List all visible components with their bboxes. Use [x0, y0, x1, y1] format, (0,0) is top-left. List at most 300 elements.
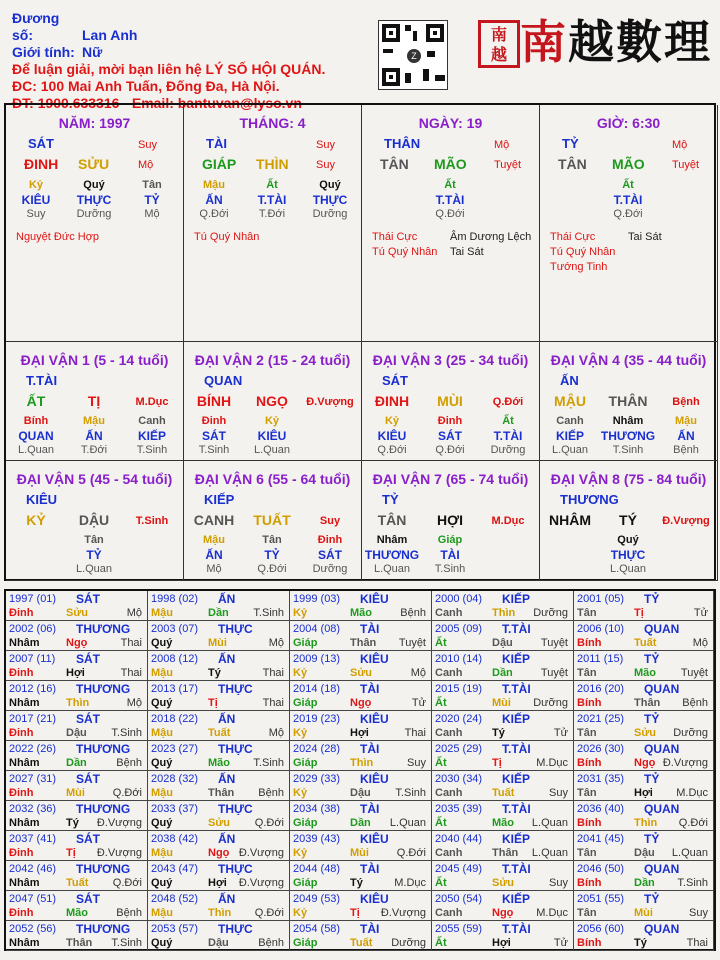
- year-can: Quý: [151, 697, 173, 709]
- hidden-state: L.Quan: [75, 563, 113, 575]
- year-god: THƯƠNG: [76, 742, 131, 756]
- year-state: Q.Đới: [112, 877, 142, 889]
- year-can: Quý: [151, 757, 173, 769]
- pillar-state: Tuyệt: [494, 159, 522, 171]
- year-chi: Sửu: [66, 607, 89, 619]
- year-can: Kỷ: [293, 847, 308, 859]
- hidden-state: L.Quan: [551, 444, 589, 456]
- hidden-state: Q.Đới: [435, 444, 465, 456]
- year-chi: Tuất: [492, 787, 515, 799]
- year-chi: Hợi: [66, 667, 85, 679]
- year-state: Bệnh: [116, 757, 142, 769]
- dai-van-can: KỶ: [26, 512, 46, 528]
- hidden-god: TỶ: [86, 548, 102, 562]
- hidden-state: Mộ: [206, 563, 222, 575]
- year-cell: [290, 861, 432, 891]
- year-chi: Dần: [208, 607, 229, 619]
- year-label: 2026 (30): [577, 743, 625, 755]
- pillar-stem-state: Suy: [138, 139, 157, 151]
- year-chi: Tý: [350, 877, 363, 889]
- year-god: T.TÀI: [502, 922, 531, 936]
- year-cell: [6, 921, 148, 951]
- year-state: L.Quan: [389, 817, 426, 829]
- year-label: 2041 (45): [577, 833, 625, 845]
- year-cell: [432, 921, 574, 951]
- hidden-state: Dưỡng: [312, 208, 348, 220]
- year-chi: Dần: [492, 667, 513, 679]
- year-chi: Thân: [634, 697, 661, 709]
- year-cell: [6, 741, 148, 771]
- year-state: Tuyệt: [680, 667, 708, 679]
- hidden-god: SÁT: [318, 548, 342, 562]
- hidden-god: ẤN: [205, 193, 223, 207]
- year-cell: [148, 621, 290, 651]
- year-god: KIẾP: [502, 652, 531, 666]
- year-state: T.Sinh: [253, 757, 284, 769]
- year-cell: [148, 591, 290, 621]
- year-cell: [432, 891, 574, 921]
- dai-van-cell: [362, 461, 540, 581]
- year-god: THƯƠNG: [76, 922, 131, 936]
- year-can: Tân: [577, 727, 597, 739]
- hidden-stem: Bính: [23, 415, 49, 427]
- year-label: 2051 (55): [577, 893, 625, 905]
- year-label: 2009 (13): [293, 653, 341, 665]
- dai-van-state: Q.Đới: [492, 396, 524, 408]
- year-state: L.Quan: [531, 817, 568, 829]
- year-label: 2028 (32): [151, 773, 199, 785]
- hidden-state: T.Đới: [80, 444, 108, 456]
- pillar-cell: [6, 105, 184, 342]
- year-chi: Thìn: [208, 907, 232, 919]
- year-god: THỰC: [218, 802, 253, 816]
- year-cell: [574, 591, 714, 621]
- dai-van-title: ĐẠI VẬN 5 (45 - 54 tuổi): [16, 471, 173, 487]
- dai-van-cell: [540, 342, 718, 461]
- year-chi: Ngọ: [634, 757, 656, 769]
- year-state: Suy: [689, 907, 708, 919]
- year-god: SÁT: [76, 892, 100, 906]
- year-state: Tuyệt: [398, 637, 426, 649]
- pillar-cell: [540, 105, 718, 342]
- year-chi: Tị: [492, 757, 502, 769]
- year-god: T.TÀI: [502, 682, 531, 696]
- year-god: ẤN: [218, 892, 236, 906]
- year-label: 2022 (26): [9, 743, 57, 755]
- year-label: 2038 (42): [151, 833, 199, 845]
- dai-van-chi: HỢI: [437, 512, 463, 528]
- hidden-state: Q.Đới: [257, 563, 287, 575]
- dai-van-can: BÍNH: [196, 393, 232, 409]
- year-label: 2003 (07): [151, 623, 199, 635]
- year-chi: Thìn: [350, 757, 374, 769]
- year-state: M.Dục: [536, 757, 568, 769]
- dai-van-title: ĐẠI VẬN 1 (5 - 14 tuổi): [20, 352, 169, 368]
- hidden-god: T.TÀI: [257, 193, 287, 207]
- year-state: Thai: [404, 727, 426, 739]
- dai-van-cell: [6, 342, 184, 461]
- year-chi: Dậu: [492, 637, 513, 649]
- year-god: TỶ: [644, 892, 660, 906]
- hidden-stem: Đinh: [437, 415, 463, 427]
- year-label: 2021 (25): [577, 713, 625, 725]
- year-chi: Mão: [66, 907, 88, 919]
- year-cell: [290, 831, 432, 861]
- year-label: 2010 (14): [435, 653, 483, 665]
- year-can: Giáp: [293, 817, 318, 829]
- year-label: 2056 (60): [577, 923, 625, 935]
- year-cell: [6, 621, 148, 651]
- pillar-chi: MÃO: [434, 156, 467, 172]
- year-god: KIẾP: [502, 592, 531, 606]
- hidden-stem: Quý: [319, 179, 341, 191]
- year-can: Đinh: [9, 907, 34, 919]
- year-god: TÀI: [360, 622, 380, 636]
- year-chi: Dần: [634, 877, 655, 889]
- dai-van-god: KIÊU: [26, 492, 58, 507]
- year-state: Tuyệt: [540, 667, 568, 679]
- year-god: ẤN: [218, 652, 236, 666]
- year-chi: Mùi: [634, 907, 653, 919]
- year-chi: Tuất: [634, 637, 657, 649]
- year-god: SÁT: [76, 832, 100, 846]
- year-cell: [432, 681, 574, 711]
- dai-van-chi: TÝ: [619, 512, 637, 528]
- year-cell: [148, 681, 290, 711]
- dai-van-chi: MÙI: [437, 393, 463, 409]
- year-label: 2055 (59): [435, 923, 483, 935]
- year-can: Canh: [435, 847, 463, 859]
- year-label: 2036 (40): [577, 803, 625, 815]
- dai-van-state: Đ.Vượng: [306, 396, 354, 408]
- year-cell: [574, 621, 714, 651]
- year-chi: Tuất: [208, 727, 231, 739]
- pillar-cell: [362, 105, 540, 342]
- year-state: Dưỡng: [673, 727, 708, 739]
- year-god: TỶ: [644, 712, 660, 726]
- pillar-stem-god: TÀI: [206, 136, 227, 151]
- year-state: M.Dục: [676, 787, 708, 799]
- year-chi: Thân: [208, 787, 235, 799]
- dai-van-chi: DẬU: [78, 512, 110, 528]
- year-can: Bính: [577, 637, 602, 649]
- year-label: 2049 (53): [293, 893, 341, 905]
- hidden-god: THƯƠNG: [364, 548, 420, 562]
- year-label: 2013 (17): [151, 683, 199, 695]
- year-chi: Dần: [350, 817, 371, 829]
- year-label: 2047 (51): [9, 893, 57, 905]
- year-label: 2025 (29): [435, 743, 483, 755]
- brand-logo: 南越數理: [520, 15, 712, 69]
- year-can: Tân: [577, 607, 597, 619]
- hidden-state: L.Quan: [17, 444, 55, 456]
- year-can: Mậu: [151, 787, 173, 799]
- year-can: Canh: [435, 907, 463, 919]
- year-chi: Hợi: [492, 937, 511, 949]
- year-can: Bính: [577, 877, 602, 889]
- pillar-state: Suy: [316, 159, 335, 171]
- year-cell: [290, 801, 432, 831]
- year-state: T.Sinh: [677, 877, 708, 889]
- pillar-chi: SỬU: [78, 156, 110, 172]
- dai-van-title: ĐẠI VẬN 8 (75 - 84 tuổi): [550, 471, 707, 487]
- hidden-god: TỶ: [144, 193, 160, 207]
- hidden-god: KIẾP: [137, 429, 167, 443]
- year-state: Mộ: [268, 727, 284, 739]
- year-chi: Tị: [66, 847, 76, 859]
- year-cell: [6, 831, 148, 861]
- pillar-stem-state: Mộ: [494, 139, 510, 151]
- year-god: QUAN: [644, 922, 680, 936]
- dai-van-chi: TUẤT: [253, 512, 291, 528]
- year-cell: [574, 711, 714, 741]
- dai-van-title: ĐẠI VẬN 7 (65 - 74 tuổi): [372, 471, 529, 487]
- year-god: QUAN: [644, 742, 680, 756]
- year-label: 2033 (37): [151, 803, 199, 815]
- year-label: 2030 (34): [435, 773, 483, 785]
- year-chi: Mùi: [208, 637, 227, 649]
- year-state: T.Sinh: [395, 787, 426, 799]
- year-cell: [574, 921, 714, 951]
- pillar-can: GIÁP: [202, 156, 237, 172]
- year-cell: [432, 831, 574, 861]
- year-cell: [290, 591, 432, 621]
- hidden-stem: Kỷ: [28, 179, 44, 191]
- hidden-state: Mộ: [144, 208, 160, 220]
- year-god: T.TÀI: [502, 862, 531, 876]
- year-god: THỰC: [218, 922, 253, 936]
- dai-van-state: Bệnh: [672, 396, 700, 408]
- hidden-state: T.Đới: [258, 208, 286, 220]
- year-chi: Dậu: [350, 787, 371, 799]
- qr-code[interactable]: Z: [378, 20, 448, 90]
- year-can: Ất: [435, 637, 447, 649]
- year-state: Q.Đới: [396, 847, 426, 859]
- dai-van-state: T.Sinh: [135, 515, 169, 527]
- pillar-stem-state: Mộ: [672, 139, 688, 151]
- year-state: Tuyệt: [540, 637, 568, 649]
- hidden-stem: Ất: [444, 179, 456, 191]
- year-label: 2027 (31): [9, 773, 57, 785]
- contact-line-3: ĐT: 1900.633316 - Email: bantuvan@lyso.vn: [12, 95, 302, 111]
- year-label: 2014 (18): [293, 683, 341, 695]
- year-state: Suy: [549, 877, 568, 889]
- year-can: Kỷ: [293, 787, 308, 799]
- hidden-god: THỰC: [76, 193, 112, 207]
- dai-van-god: QUAN: [204, 373, 243, 388]
- dai-van-can: NHÂM: [549, 512, 591, 528]
- hidden-god: THỰC: [312, 193, 348, 207]
- year-cell: [574, 801, 714, 831]
- dai-van-can: CANH: [193, 512, 235, 528]
- year-state: Tử: [553, 727, 568, 739]
- year-chi: Tị: [634, 607, 644, 619]
- year-cell: [148, 861, 290, 891]
- year-state: T.Sinh: [253, 607, 284, 619]
- year-god: KIẾP: [502, 772, 531, 786]
- year-cell: [290, 651, 432, 681]
- year-god: QUAN: [644, 802, 680, 816]
- year-label: 1999 (03): [293, 593, 341, 605]
- year-cell: [148, 891, 290, 921]
- year-cell: [432, 621, 574, 651]
- year-can: Canh: [435, 787, 463, 799]
- year-state: Q.Đới: [112, 787, 142, 799]
- year-state: Thai: [120, 637, 142, 649]
- pillar-stem-god: SÁT: [28, 136, 54, 151]
- year-cell: [148, 921, 290, 951]
- year-god: KIÊU: [360, 592, 389, 606]
- hidden-god: SÁT: [202, 429, 226, 443]
- year-chi: Mão: [492, 817, 514, 829]
- year-cell: [290, 711, 432, 741]
- hidden-state: Q.Đới: [199, 208, 229, 220]
- star-note: Tai Sát: [628, 231, 662, 243]
- dai-van-title: ĐẠI VẬN 2 (15 - 24 tuổi): [194, 352, 351, 368]
- year-chi: Mùi: [350, 847, 369, 859]
- year-can: Giáp: [293, 697, 318, 709]
- year-cell: [574, 681, 714, 711]
- dai-van-god: T.TÀI: [26, 373, 58, 388]
- year-chi: Thân: [350, 637, 377, 649]
- year-state: T.Sinh: [111, 727, 142, 739]
- year-god: TÀI: [360, 922, 380, 936]
- hidden-stem: Mậu: [675, 415, 697, 427]
- year-cell: [432, 711, 574, 741]
- year-label: 2016 (20): [577, 683, 625, 695]
- hidden-state: Q.Đới: [435, 208, 465, 220]
- year-chi: Mùi: [66, 787, 85, 799]
- year-chi: Mão: [634, 667, 656, 679]
- hidden-stem: Mậu: [203, 534, 225, 546]
- year-can: Tân: [577, 787, 597, 799]
- year-label: 2044 (48): [293, 863, 341, 875]
- year-chi: Dần: [66, 757, 87, 769]
- year-state: Q.Đới: [254, 817, 284, 829]
- year-can: Ất: [435, 877, 447, 889]
- year-cell: [148, 651, 290, 681]
- year-cell: [148, 741, 290, 771]
- year-label: 2018 (22): [151, 713, 199, 725]
- year-chi: Mão: [350, 607, 372, 619]
- contact-line-1: Để luận giải, mời bạn liên hệ LÝ SỐ HỘI QUÁN.: [12, 61, 326, 77]
- year-chi: Ngọ: [208, 847, 230, 859]
- year-label: 2008 (12): [151, 653, 199, 665]
- year-can: Kỷ: [293, 907, 308, 919]
- year-label: 2034 (38): [293, 803, 341, 815]
- year-cell: [574, 771, 714, 801]
- year-can: Quý: [151, 937, 173, 949]
- year-chi: Sửu: [350, 667, 373, 679]
- year-label: 2042 (46): [9, 863, 57, 875]
- year-god: ẤN: [218, 592, 236, 606]
- name-value: Lan Anh: [82, 27, 138, 43]
- dai-van-state: Suy: [319, 515, 341, 527]
- year-chi: Tị: [350, 907, 360, 919]
- year-can: Bính: [577, 817, 602, 829]
- hidden-stem: Kỷ: [384, 415, 400, 427]
- year-state: Thai: [262, 667, 284, 679]
- year-can: Quý: [151, 637, 173, 649]
- year-chi: Dậu: [208, 937, 229, 949]
- year-god: THƯƠNG: [76, 682, 131, 696]
- hidden-state: T.Sinh: [136, 444, 168, 456]
- dai-van-state: M.Dục: [491, 515, 525, 527]
- year-chi: Thìn: [66, 697, 90, 709]
- dai-van-can: ĐINH: [374, 393, 410, 409]
- year-cell: [6, 711, 148, 741]
- year-cell: [6, 771, 148, 801]
- year-label: 2024 (28): [293, 743, 341, 755]
- year-state: Q.Đới: [254, 907, 284, 919]
- hidden-god: THƯƠNG: [600, 429, 656, 443]
- hidden-state: Q.Đới: [613, 208, 643, 220]
- dai-van-can: MẬU: [554, 393, 586, 409]
- dai-van-cell: [362, 342, 540, 461]
- year-can: Đinh: [9, 667, 34, 679]
- hidden-state: Dưỡng: [312, 563, 348, 575]
- year-cell: [574, 891, 714, 921]
- year-state: Thai: [120, 667, 142, 679]
- year-cell: [148, 711, 290, 741]
- year-cell: [432, 591, 574, 621]
- dai-van-title: ĐẠI VẬN 4 (35 - 44 tuổi): [550, 352, 707, 368]
- year-cell: [432, 741, 574, 771]
- year-can: Giáp: [293, 937, 318, 949]
- year-chi: Thân: [492, 847, 519, 859]
- year-can: Nhâm: [9, 637, 40, 649]
- year-god: SÁT: [76, 652, 100, 666]
- year-chi: Tị: [208, 697, 218, 709]
- year-label: 2046 (50): [577, 863, 625, 875]
- year-god: KIẾP: [502, 832, 531, 846]
- year-state: Bệnh: [116, 907, 142, 919]
- year-label: 2020 (24): [435, 713, 483, 725]
- gender-label: Giới tính:: [12, 44, 75, 60]
- year-can: Bính: [577, 937, 602, 949]
- hidden-state: T.Sinh: [198, 444, 230, 456]
- year-label: 2002 (06): [9, 623, 57, 635]
- year-state: Đ.Vượng: [380, 907, 426, 919]
- year-cell: [574, 861, 714, 891]
- dai-van-cell: [184, 461, 362, 581]
- year-god: SÁT: [76, 712, 100, 726]
- year-can: Canh: [435, 667, 463, 679]
- pillar-title: GIỜ: 6:30: [596, 115, 661, 131]
- year-cell: [574, 741, 714, 771]
- year-state: L.Quan: [531, 847, 568, 859]
- year-state: Bệnh: [258, 787, 284, 799]
- year-god: TỶ: [644, 772, 660, 786]
- year-chi: Tý: [492, 727, 505, 739]
- year-cell: [290, 771, 432, 801]
- year-god: QUAN: [644, 862, 680, 876]
- hidden-stem: Quý: [83, 179, 105, 191]
- year-can: Ất: [435, 757, 447, 769]
- year-state: Tử: [411, 697, 426, 709]
- year-can: Nhâm: [9, 697, 40, 709]
- year-god: TỶ: [644, 832, 660, 846]
- hidden-stem: Ất: [502, 415, 514, 427]
- year-god: TÀI: [360, 742, 380, 756]
- yearly-table: [4, 589, 716, 951]
- year-chi: Thìn: [492, 607, 516, 619]
- year-god: THỰC: [218, 742, 253, 756]
- pillar-stem-state: Suy: [316, 139, 335, 151]
- year-state: Thai: [262, 697, 284, 709]
- year-god: KIÊU: [360, 652, 389, 666]
- pillar-title: NGÀY: 19: [418, 115, 483, 131]
